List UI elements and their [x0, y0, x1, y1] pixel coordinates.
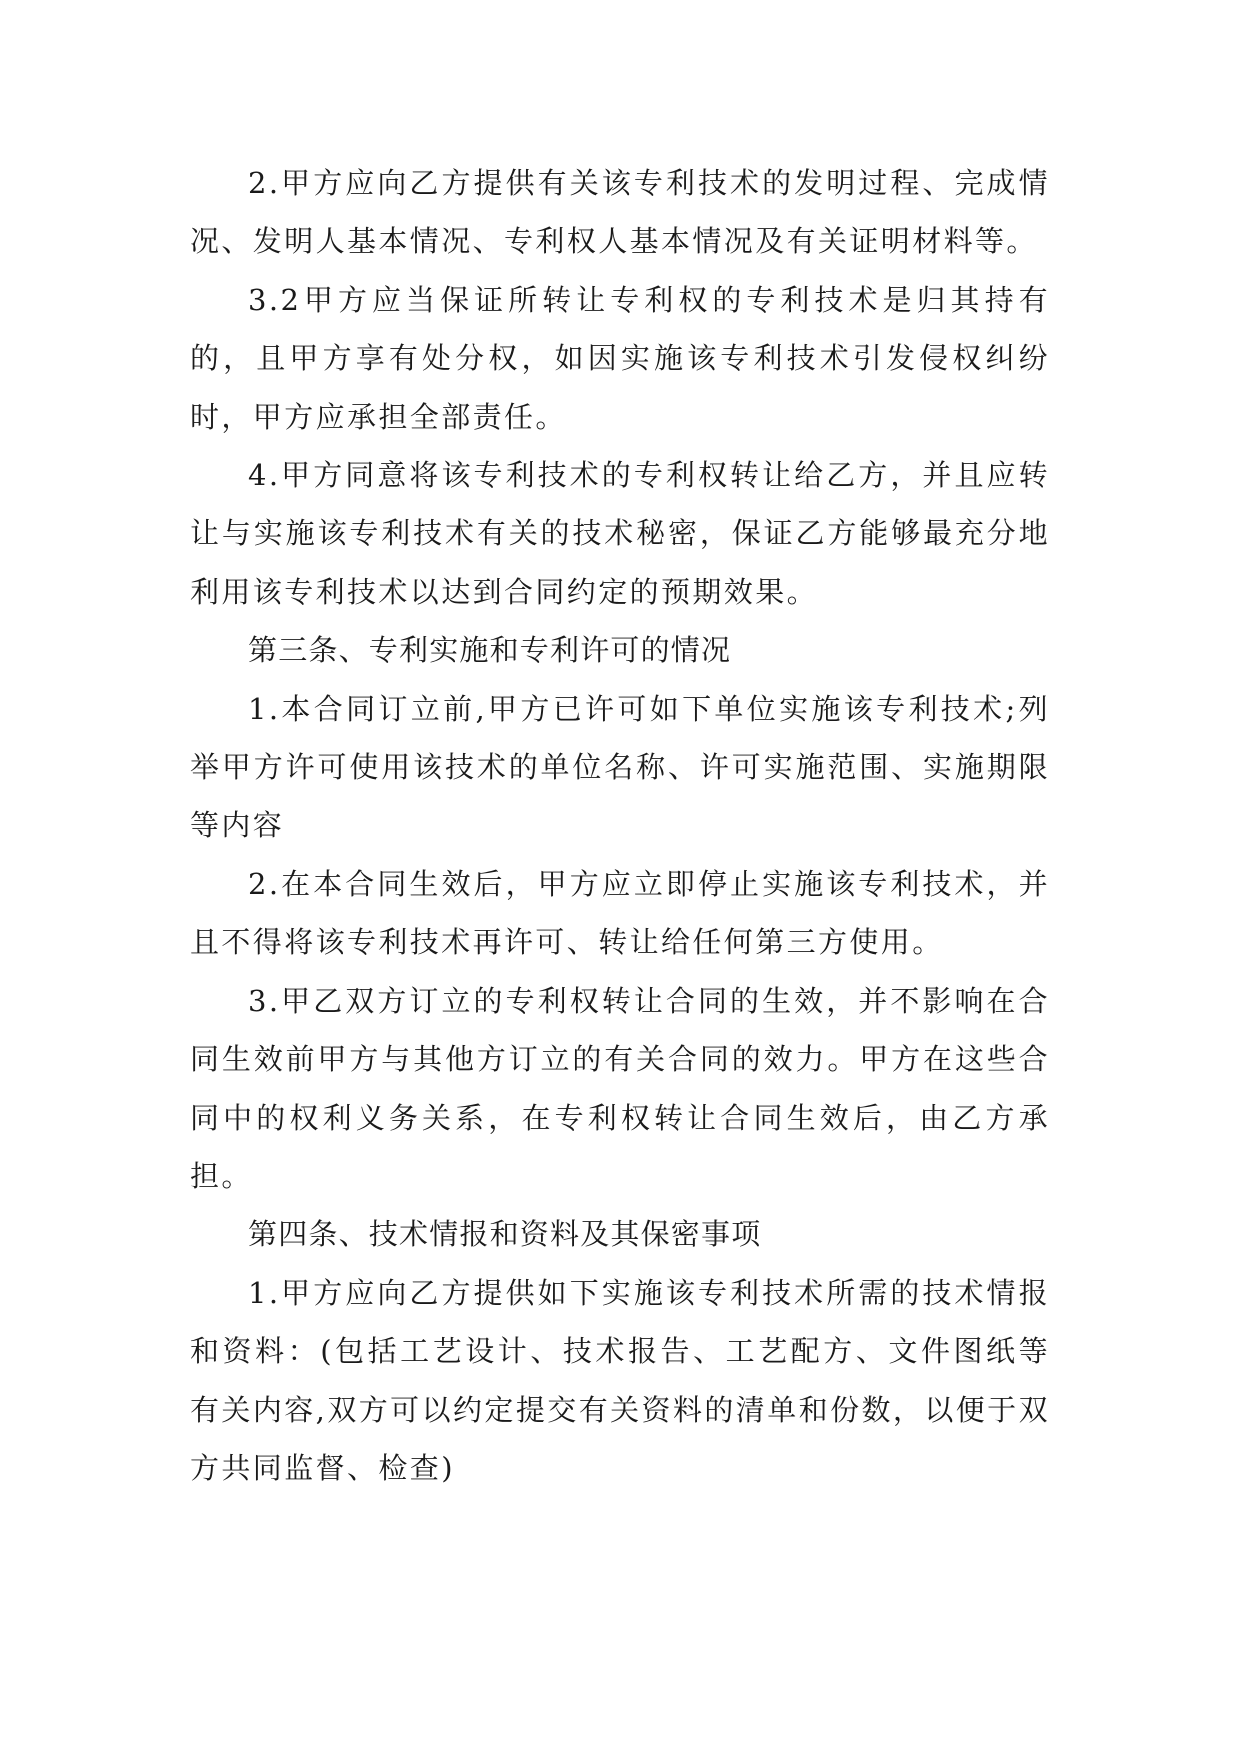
clause-3-2-paragraph: 3.2甲方应当保证所转让专利权的专利技术是归其持有的，且甲方享有处分权，如因实施该专利技术引发侵权纠纷时，甲方应承担全部责任。: [190, 282, 1050, 434]
article-3-item-1: 1.本合同订立前,甲方已许可如下单位实施该专利技术;列举甲方许可使用该技术的单位名称、许可实施范围、实施期限等内容: [190, 691, 1050, 843]
article-4-item-1: 1.甲方应向乙方提供如下实施该专利技术所需的技术情报和资料：(包括工艺设计、技术报告、工艺配方、文件图纸等有关内容,双方可以约定提交有关资料的清单和份数，以便于双方共同监督、检查): [190, 1275, 1050, 1485]
article-3-item-3: 3.甲乙双方订立的专利权转让合同的生效，并不影响在合同生效前甲方与其他方订立的有关合同的效力。甲方在这些合同中的权利义务关系，在专利权转让合同生效后，由乙方承担。: [190, 983, 1050, 1193]
clause-4-paragraph: 4.甲方同意将该专利技术的专利权转让给乙方，并且应转让与实施该专利技术有关的技术秘密，保证乙方能够最充分地利用该专利技术以达到合同约定的预期效果。: [190, 458, 1050, 609]
document-body: [190, 154, 1050, 1497]
article-4-heading: 第四条、技术情报和资料及其保密事项: [248, 1217, 762, 1252]
clause-2-paragraph: 2.甲方应向乙方提供有关该专利技术的发明过程、完成情况、发明人基本情况、专利权人基本情况及有关证明材料等。: [190, 166, 1050, 259]
article-3-heading: 第三条、专利实施和专利许可的情况: [248, 633, 732, 668]
article-3-item-2: 2.在本合同生效后，甲方应立即停止实施该专利技术，并且不得将该专利技术再许可、转让给任何第三方使用。: [190, 866, 1050, 960]
